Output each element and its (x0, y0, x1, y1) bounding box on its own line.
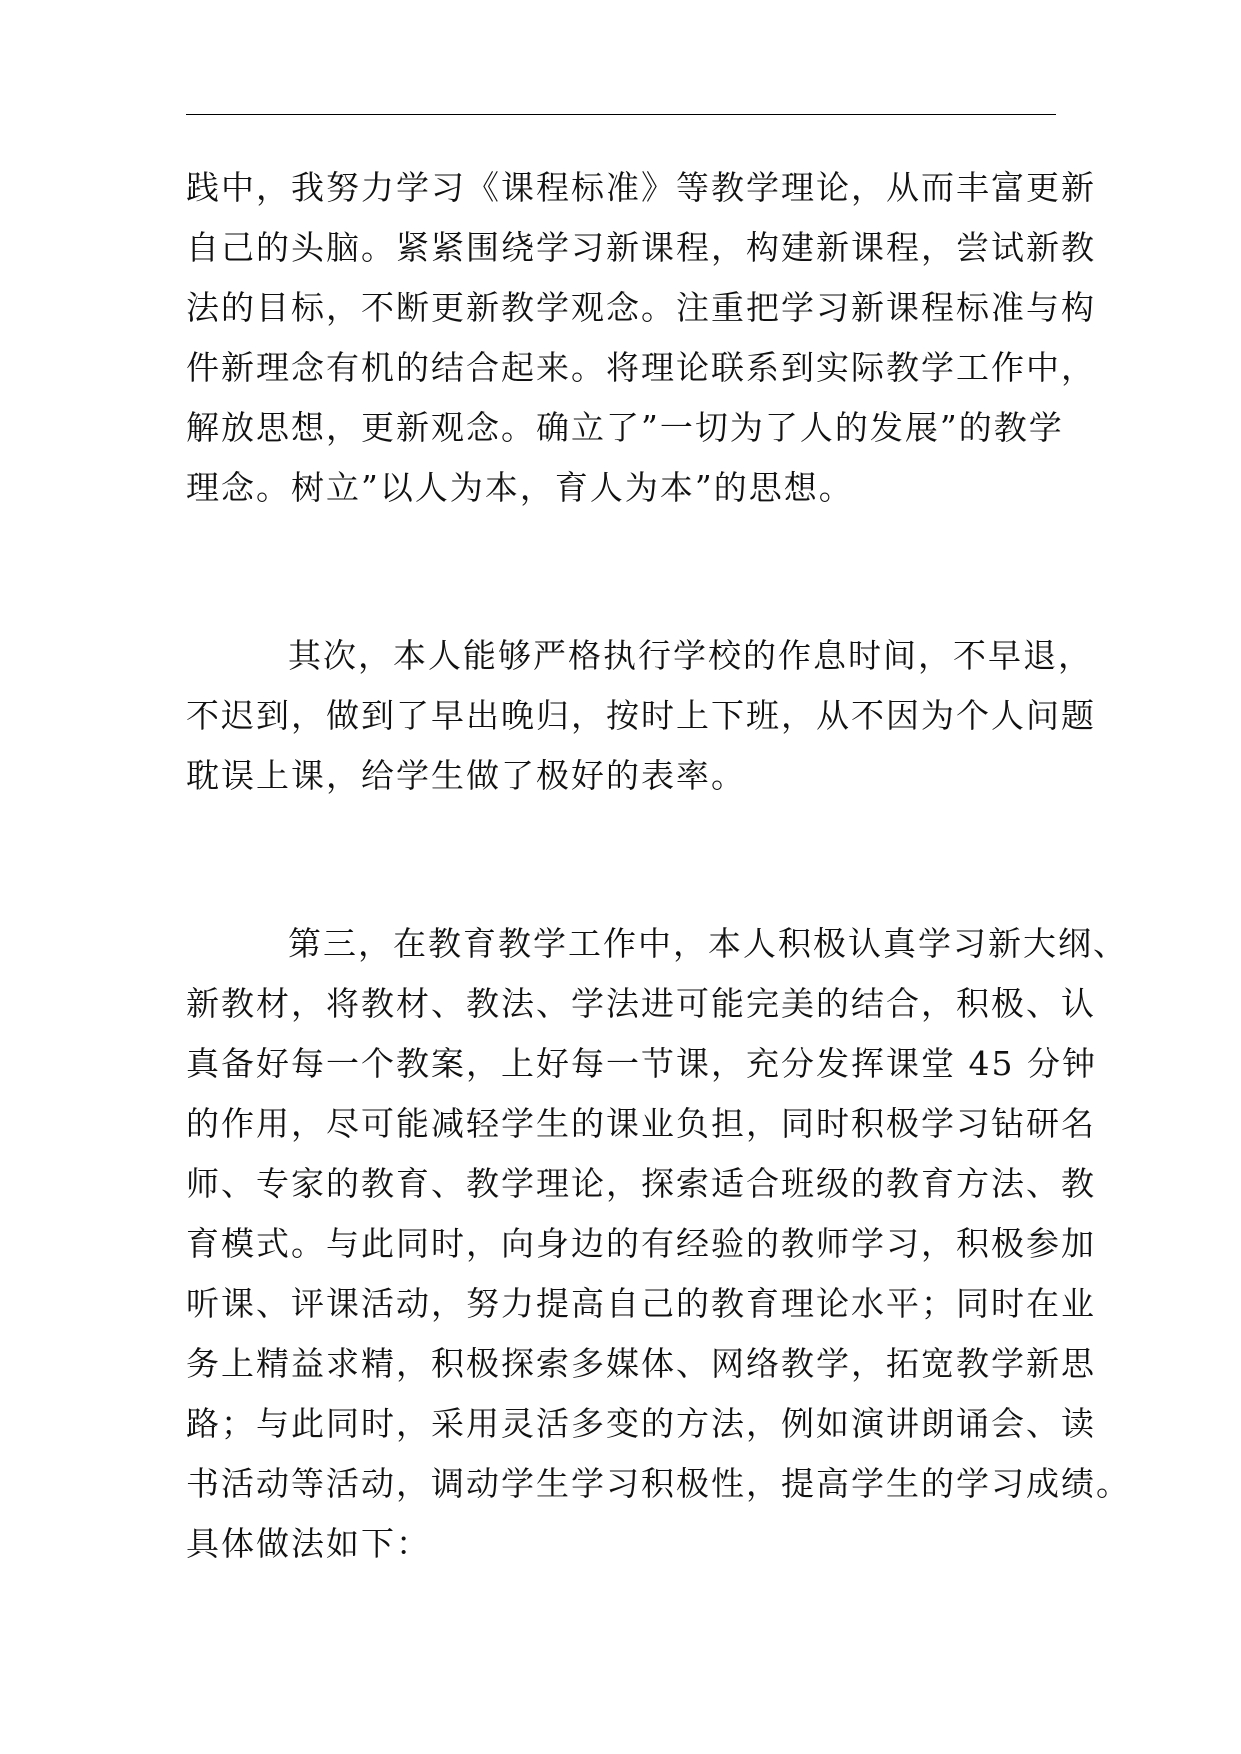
paragraph-1-line-6: 理念。树立”以人为本，育人为本”的思想。 (186, 468, 854, 507)
paragraph-2-line-2: 不迟到，做到了早出晚归，按时上下班，从不因为个人问题 (186, 696, 1096, 735)
paragraph-3-line-7: 听课、评课活动，努力提高自己的教育理论水平；同时在业 (186, 1284, 1096, 1323)
paragraph-1-line-2: 自己的头脑。紧紧围绕学习新课程，构建新课程，尝试新教 (186, 228, 1096, 267)
paragraph-3-line-10: 书活动等活动，调动学生学习积极性，提高学生的学习成绩。 (186, 1464, 1131, 1503)
paragraph-3-line-6: 育模式。与此同时，向身边的有经验的教师学习，积极参加 (186, 1224, 1096, 1263)
paragraph-3-line-9: 路；与此同时，采用灵活多变的方法，例如演讲朗诵会、读 (186, 1404, 1096, 1443)
paragraph-2-line-3: 耽误上课，给学生做了极好的表率。 (186, 756, 746, 795)
header-rule (186, 114, 1056, 115)
paragraph-1-line-4: 件新理念有机的结合起来。将理论联系到实际教学工作中， (186, 348, 1096, 387)
paragraph-3-line-8: 务上精益求精，积极探索多媒体、网络教学，拓宽教学新思 (186, 1344, 1096, 1383)
paragraph-3-line-4: 的作用，尽可能减轻学生的课业负担，同时积极学习钻研名 (186, 1104, 1096, 1143)
paragraph-3-line-5: 师、专家的教育、教学理论，探索适合班级的教育方法、教 (186, 1164, 1096, 1203)
paragraph-2-line-1: 其次，本人能够严格执行学校的作息时间，不早退， (288, 636, 1093, 675)
paragraph-1-line-5: 解放思想，更新观念。确立了”一切为了人的发展”的教学 (186, 408, 1064, 447)
paragraph-3-line-2: 新教材，将教材、教法、学法进可能完美的结合，积极、认 (186, 984, 1096, 1023)
paragraph-1-line-3: 法的目标，不断更新教学观念。注重把学习新课程标准与构 (186, 288, 1096, 327)
paragraph-3-line-3: 真备好每一个教案，上好每一节课，充分发挥课堂 45 分钟 (186, 1044, 1097, 1083)
paragraph-3-line-1: 第三，在教育教学工作中，本人积极认真学习新大纲、 (288, 924, 1128, 963)
paragraph-3-line-11: 具体做法如下： (186, 1524, 431, 1563)
paragraph-1-line-1: 践中，我努力学习《课程标准》等教学理论，从而丰富更新 (186, 168, 1096, 207)
